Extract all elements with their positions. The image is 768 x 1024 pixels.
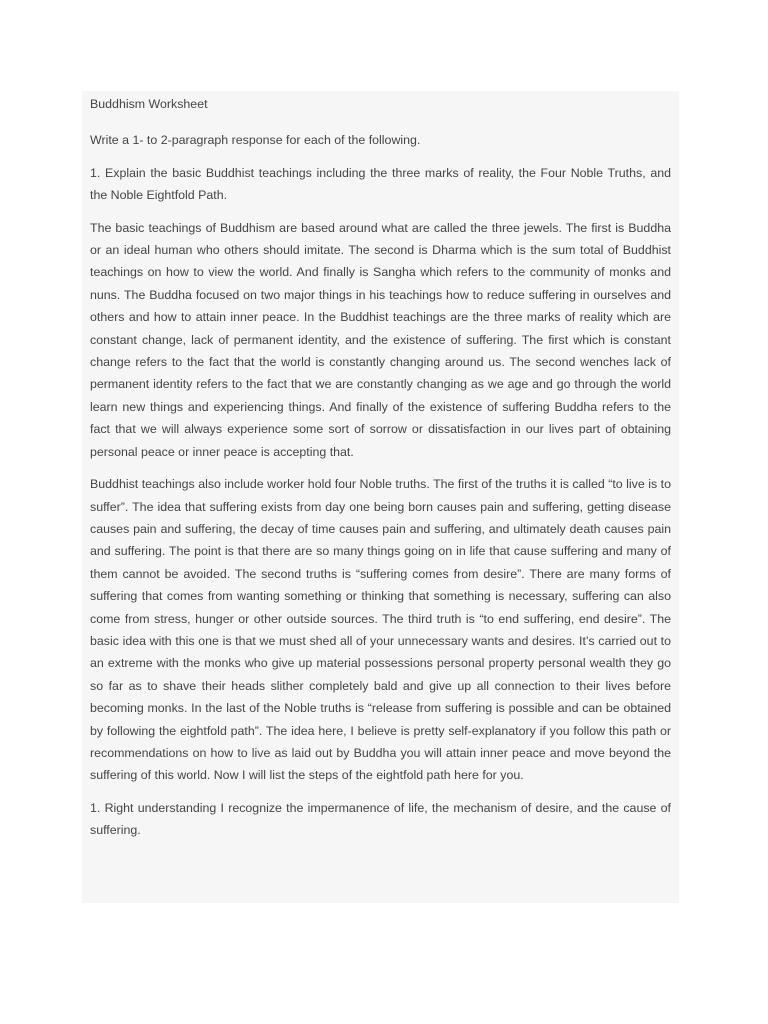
answer-paragraph-2: Buddhist teachings also include worker hold four Noble truths. The first of the truths it is called “to live is to suffer”. The idea that suffering exists from day one being born causes pain and suffering, getting disease causes pain and suffering, the decay of time causes pain and suffering, and ultimately death causes pain and suffering. The point is that there are so many things going on in life that cause suffering and many of them cannot be avoided. The second truths is “suffering comes from desire”. There are many forms of suffering that comes from wanting something or thinking that something is necessary, suffering can also come from stress, hunger or other outside sources. The third truth is “to end suffering, end desire”. The basic idea with this one is that we must shed all of your unnecessary wants and desires. It’s carried out to an extreme with the monks who give up material possessions personal property personal wealth they go so far as to shave their heads slither completely bald and give up all connection to their lives before becoming monks. In the last of the Noble truths is “release from suffering is possible and can be obtained by following the eightfold path”. The idea here, I believe is pretty self-explanatory if you follow this path or recommendations on how to live as laid out by Buddha you will attain inner peace and move beyond the suffering of this world. Now I will list the steps of the eightfold path here for you. — [90, 477, 671, 783]
document-title: Buddhism Worksheet — [90, 97, 208, 111]
document-page — [82, 91, 679, 903]
instructions-text: Write a 1- to 2-paragraph response for each of the following. — [90, 133, 421, 148]
document-content — [82, 91, 679, 842]
question-1-text: 1. Explain the basic Buddhist teachings including the three marks of reality, the Four Noble Truths, and the Noble Eightfold Path. — [90, 165, 671, 203]
eightfold-step-1: 1. Right understanding I recognize the impermanence of life, the mechanism of desire, and the cause of suffering. — [90, 800, 671, 838]
answer-paragraph-1: The basic teachings of Buddhism are based around what are called the three jewels. The first is Buddha or an ideal human who others should imitate. The second is Dharma which is the sum total of Buddhist teachings on how to view the world. And finally is Sangha which refers to the community of monks and nuns. The Buddha focused on two major things in his teachings how to reduce suffering in ourselves and others and how to attain inner peace. In the Buddhist teachings are the three marks of reality which are constant change, lack of permanent identity, and the existence of suffering. The first which is constant change refers to the fact that the world is constantly changing around us. The second wenches lack of permanent identity refers to the fact that we are constantly changing as we age and go through the world learn new things and experiencing things. And finally of the existence of suffering Buddha refers to the fact that we will always experience some sort of sorrow or dissatisfaction in our lives part of obtaining personal peace or inner peace is accepting that. — [90, 220, 671, 459]
